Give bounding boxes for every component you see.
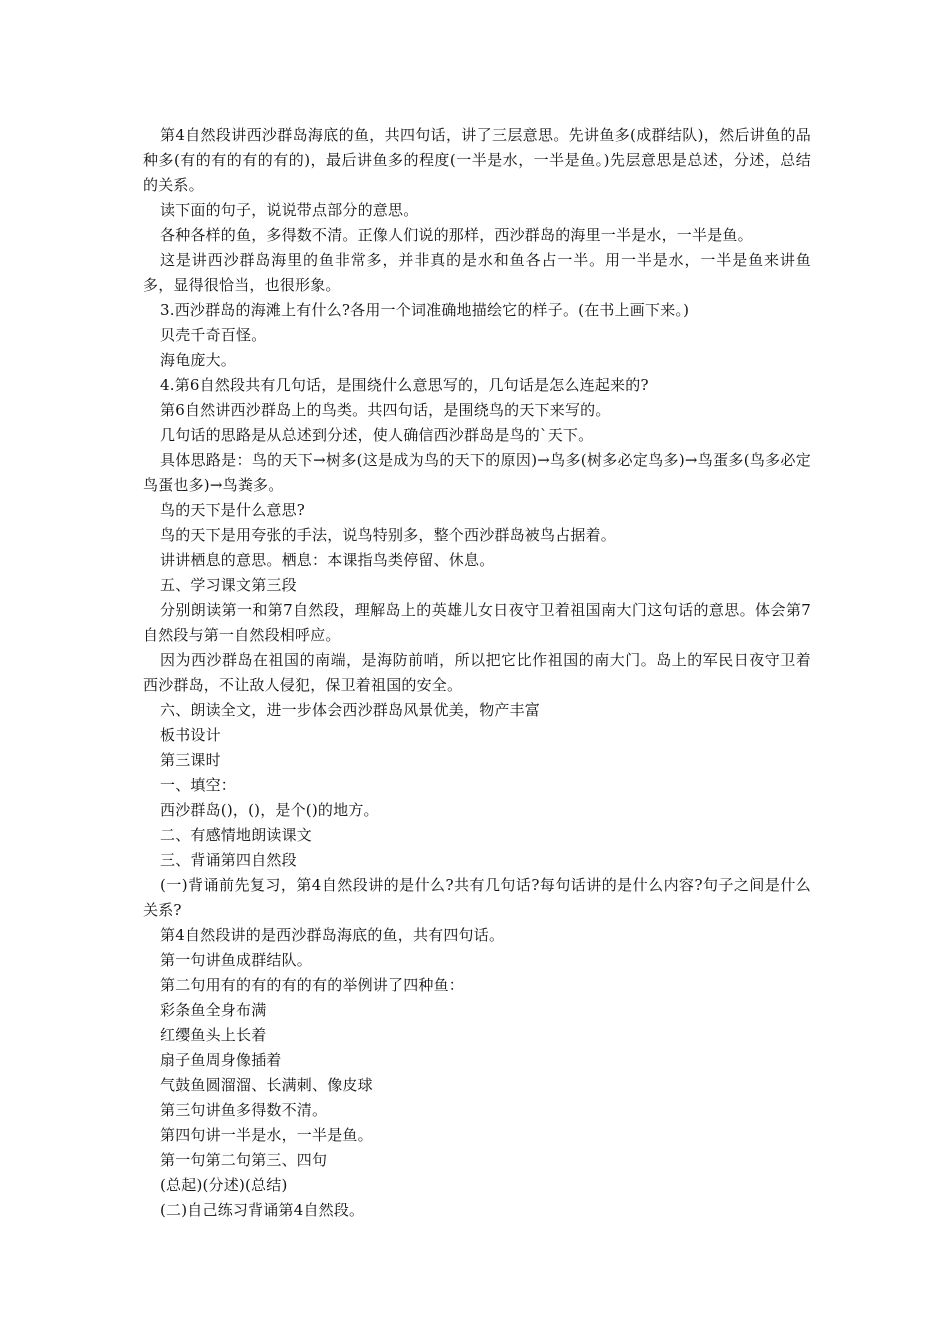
paragraph-31: 扇子鱼周身像插着 — [160, 1051, 282, 1069]
paragraph-29: 彩条鱼全身布满 — [160, 1001, 267, 1019]
paragraph-33: 第三句讲鱼多得数不清。 — [160, 1101, 328, 1119]
section-heading-6: 六、朗读全文，进一步体会西沙群岛风景优美，物产丰富 — [160, 701, 541, 719]
paragraph-28: 第二句用有的有的有的有的举例讲了四种鱼： — [160, 976, 465, 994]
paragraph-22: 西沙群岛()，()，是个()的地方。 — [160, 801, 379, 819]
paragraph-5: 3.西沙群岛的海滩上有什么?各用一个词准确地描绘它的样子。(在书上画下来。) — [160, 301, 690, 319]
paragraph-36: (总起)(分述)(总结) — [160, 1176, 288, 1194]
paragraph-37: (二)自己练习背诵第4自然段。 — [160, 1201, 365, 1219]
paragraph-17: 因为西沙群岛在祖国的南端，是海防前哨，所以把它比作祖国的南大门。岛上的军民日夜守卫着西沙群岛，不让敌人侵犯，保卫着祖国的安全。 — [143, 651, 811, 694]
section-heading-read: 二、有感情地朗读课文 — [160, 826, 313, 844]
section-heading-fill: 一、填空： — [160, 776, 237, 794]
paragraph-7: 海龟庞大。 — [160, 351, 237, 369]
paragraph-16: 分别朗读第一和第7自然段，理解岛上的英雄儿女日夜守卫着祖国南大门这句话的意思。体会第7自然段与第一自然段相呼应。 — [143, 601, 811, 644]
document-body — [143, 123, 811, 1223]
paragraph-8: 4.第6自然段共有几句话，是围绕什么意思写的，几句话是怎么连起来的? — [160, 376, 649, 394]
paragraph-27: 第一句讲鱼成群结队。 — [160, 951, 313, 969]
paragraph-6: 贝壳千奇百怪。 — [160, 326, 267, 344]
board-design-heading: 板书设计 — [160, 726, 221, 744]
lesson-three-heading: 第三课时 — [160, 751, 221, 769]
paragraph-10: 几句话的思路是从总述到分述，使人确信西沙群岛是鸟的`天下。 — [160, 426, 594, 444]
paragraph-14: 讲讲栖息的意思。栖息：本课指鸟类停留、休息。 — [160, 551, 495, 569]
paragraph-35: 第一句第二句第三、四句 — [160, 1151, 328, 1169]
paragraph-12: 鸟的天下是什么意思? — [160, 501, 306, 519]
paragraph-13: 鸟的天下是用夸张的手法，说鸟特别多，整个西沙群岛被鸟占据着。 — [160, 526, 617, 544]
paragraph-34: 第四句讲一半是水，一半是鱼。 — [160, 1126, 373, 1144]
paragraph-3: 各种各样的鱼，多得数不清。正像人们说的那样，西沙群岛的海里一半是水，一半是鱼。 — [160, 226, 753, 244]
paragraph-9: 第6自然讲西沙群岛上的鸟类。共四句话，是围绕鸟的天下来写的。 — [160, 401, 611, 419]
paragraph-11: 具体思路是：鸟的天下→树多(这是成为鸟的天下的原因)→鸟多(树多必定鸟多)→鸟蛋多(鸟多必定鸟蛋也多)→鸟粪多。 — [143, 451, 811, 494]
paragraph-1: 第4自然段讲西沙群岛海底的鱼，共四句话，讲了三层意思。先讲鱼多(成群结队)，然后讲鱼的品种多(有的有的有的有的)，最后讲鱼多的程度(一半是水，一半是鱼。)先层意思是总述，分述，总结的关系。 — [143, 126, 811, 194]
paragraph-32: 气鼓鱼圆溜溜、长满刺、像皮球 — [160, 1076, 373, 1094]
paragraph-25: (一)背诵前先复习，第4自然段讲的是什么?共有几句话?每句话讲的是什么内容?句子之间是什么关系? — [143, 876, 811, 919]
paragraph-4: 这是讲西沙群岛海里的鱼非常多，并非真的是水和鱼各占一半。用一半是水，一半是鱼来讲鱼多，显得很恰当，也很形象。 — [143, 251, 811, 294]
paragraph-26: 第4自然段讲的是西沙群岛海底的鱼，共有四句话。 — [160, 926, 505, 944]
section-heading-5: 五、学习课文第三段 — [160, 576, 297, 594]
paragraph-30: 红缨鱼头上长着 — [160, 1026, 267, 1044]
section-heading-recite: 三、背诵第四自然段 — [160, 851, 297, 869]
paragraph-2: 读下面的句子，说说带点部分的意思。 — [160, 201, 419, 219]
